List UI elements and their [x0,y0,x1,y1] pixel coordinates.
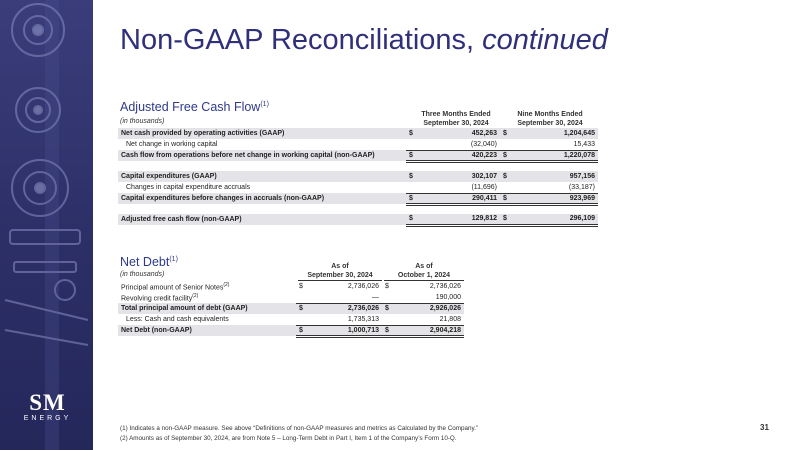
value-sep-30: — [306,292,382,303]
afcf-col1-line1: Three Months Ended [421,111,491,118]
afcf-section-title [120,100,269,114]
table-row [118,128,598,139]
currency-symbol: $ [382,303,392,314]
row-label: Capital expenditures (GAAP) [118,171,406,182]
table-row [118,214,598,225]
netdebt-col2-line2: October 1, 2024 [384,271,464,281]
value-sep-30: 1,000,713 [306,325,382,336]
currency-symbol: $ [500,193,510,204]
value-three-months: 452,263 [416,128,500,139]
row-label: Capital expenditures before changes in accruals (non-GAAP) [118,193,406,204]
value-oct-1: 21,808 [392,314,464,325]
value-oct-1: 2,736,026 [429,283,461,290]
netdebt-col2-line1: As of [415,263,433,270]
row-label [118,292,296,303]
currency-symbol: $ [406,150,416,161]
value-three-months: 420,223 [416,150,500,161]
row-label: Net cash provided by operating activities (GAAP) [118,128,406,139]
afcf-col2-header [504,110,596,129]
currency-symbol: $ [382,325,392,336]
afcf-col2-line2: September 30, 2024 [504,119,596,129]
currency-symbol: $ [500,214,510,225]
footnote-1: (1) Indicates a non-GAAP measure. See above “Definitions of non-GAAP measures and metrics as Calculated by the Company.” [120,425,479,432]
currency-symbol [406,182,416,193]
afcf-subtitle: (in thousands) [120,118,165,125]
netdebt-table [118,281,464,338]
row-label: Adjusted free cash flow (non-GAAP) [118,214,406,225]
netdebt-col1-header [298,262,382,281]
netdebt-col2-header [384,262,464,281]
currency-symbol: $ [500,171,510,182]
currency-symbol [406,139,416,150]
value-three-months: 302,107 [416,171,500,182]
row-label: Net Debt (non-GAAP) [118,325,296,336]
value-nine-months: 923,969 [510,193,598,204]
title-italic-text: continued [482,24,608,56]
table-row [118,292,464,303]
currency-symbol: $ [406,214,416,225]
logo-energy-text: ENERGY [23,415,72,422]
footnote-ref: (2) [192,292,199,299]
table-row [118,193,598,204]
value-oct-1: 2,926,026 [392,303,464,314]
netdebt-subtitle: (in thousands) [120,271,165,278]
value-three-months: (11,696) [416,182,500,193]
table-row [118,171,598,182]
currency-symbol: $ [406,171,416,182]
netdebt-section-title [120,255,178,269]
value-nine-months: 1,204,645 [510,128,598,139]
table-row [118,325,464,336]
table-spacer [118,161,598,171]
currency-symbol: $ [385,283,389,290]
company-logo [10,392,85,422]
row-label: Cash flow from operations before net change in working capital (non-GAAP) [118,150,406,161]
value-nine-months: 957,156 [510,171,598,182]
netdebt-title-text: Net Debt [120,255,170,269]
value-nine-months: 15,433 [510,139,598,150]
currency-symbol [500,139,510,150]
netdebt-col1-line2: September 30, 2024 [298,271,382,281]
netdebt-title-sup: (1) [169,255,178,263]
currency-symbol [382,292,392,303]
value-nine-months: 296,109 [510,214,598,225]
afcf-table [118,128,598,227]
title-main-text: Non-GAAP Reconciliations, [120,24,483,56]
currency-symbol: $ [296,325,306,336]
currency-symbol: $ [500,150,510,161]
value-three-months: 290,411 [416,193,500,204]
afcf-title-text: Adjusted Free Cash Flow [120,100,261,114]
currency-symbol: $ [406,128,416,139]
row-label-text: Principal amount of Senior Notes [121,284,224,292]
row-label: Changes in capital expenditure accruals [126,184,251,191]
value-nine-months: (33,187) [510,182,598,193]
table-row [118,314,464,325]
value-three-months: (32,040) [416,139,500,150]
currency-symbol: $ [296,303,306,314]
currency-symbol [500,182,510,193]
currency-symbol: $ [500,128,510,139]
netdebt-col1-line1: As of [331,263,349,270]
table-row [118,303,464,314]
afcf-col2-line1: Nine Months Ended [517,111,583,118]
table-row [118,281,464,292]
value-oct-1: 2,904,218 [392,325,464,336]
sidebar-photo-panel [0,0,93,450]
row-label: Less: Cash and cash equivalents [126,316,229,323]
currency-symbol [382,314,392,325]
table-spacer [118,204,598,214]
page-title [120,24,608,57]
table-row [118,150,598,161]
value-sep-30: 1,735,313 [306,314,382,325]
logo-sm-text: SM [29,390,66,415]
afcf-col1-header [410,110,502,129]
row-label: Total principal amount of debt (GAAP) [118,303,296,314]
row-label-text: Revolving credit facility [121,295,193,303]
afcf-title-sup: (1) [260,100,269,108]
footnote-2: (2) Amounts as of September 30, 2024, are from Note 5 – Long-Term Debt in Part I, Item 1 of the Company’s Form 10-Q. [120,435,457,442]
row-label: Net change in working capital [126,141,218,148]
currency-symbol [296,314,306,325]
afcf-col1-line2: September 30, 2024 [410,119,502,129]
value-three-months: 129,812 [416,214,500,225]
equipment-illustration [0,0,93,450]
value-nine-months: 1,220,078 [510,150,598,161]
table-row [118,139,598,150]
value-sep-30: 2,736,026 [306,303,382,314]
currency-symbol: $ [406,193,416,204]
value-oct-1: 190,000 [392,292,464,303]
footnote-ref: (2) [223,281,230,288]
currency-symbol [296,292,306,303]
table-row [118,182,598,193]
value-sep-30: 2,736,026 [347,283,379,290]
currency-symbol: $ [299,283,303,290]
row-label [118,281,296,292]
page-number: 31 [760,423,769,432]
